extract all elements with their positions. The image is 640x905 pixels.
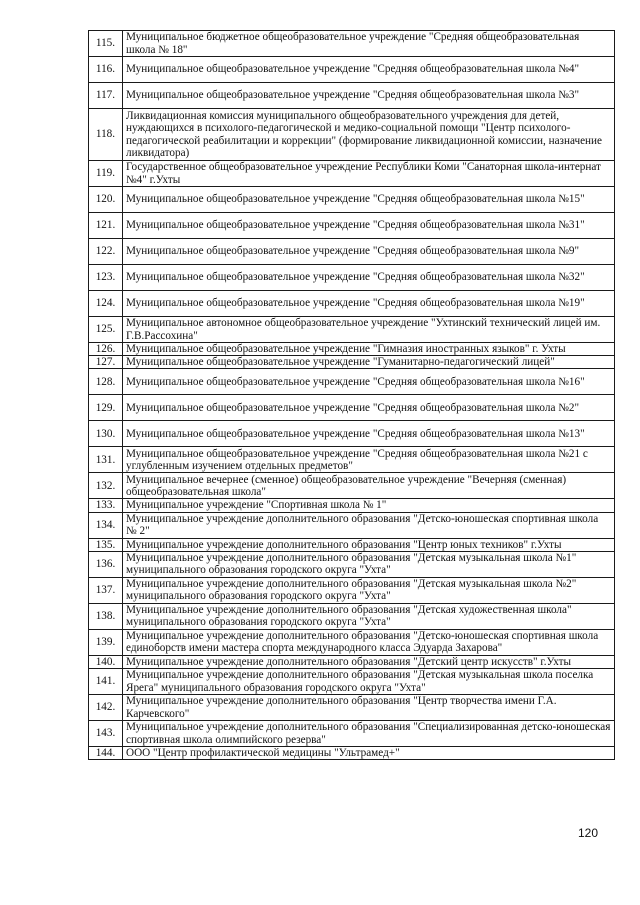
- row-number: 126.: [89, 343, 123, 356]
- organization-name: Муниципальное общеобразовательное учреждение "Средняя общеобразовательная школа №21 с углубленным изучением отдельных предметов": [123, 447, 615, 473]
- organization-name: Муниципальное учреждение дополнительного образования "Детско-юношеская спортивная школа единоборств имени мастера спорта международного класса Эдуарда Захарова": [123, 629, 615, 655]
- table-row: [89, 57, 615, 83]
- organization-name: Муниципальное общеобразовательное учреждение "Средняя общеобразовательная школа №32": [123, 265, 615, 291]
- row-number: 130.: [89, 421, 123, 447]
- row-number: 122.: [89, 239, 123, 265]
- organization-name: Муниципальное учреждение дополнительного образования "Детская художественная школа" муниципального образования городского округа "Ухта": [123, 603, 615, 629]
- table-row: [89, 213, 615, 239]
- row-number: 119.: [89, 161, 123, 187]
- table-row: [89, 603, 615, 629]
- row-number: 115.: [89, 31, 123, 57]
- table-row: [89, 109, 615, 161]
- row-number: 129.: [89, 395, 123, 421]
- row-number: 128.: [89, 369, 123, 395]
- table-row: [89, 187, 615, 213]
- organization-name: Государственное общеобразовательное учреждение Республики Коми "Санаторная школа-интернат №4" г.Ухты: [123, 161, 615, 187]
- organization-name: Муниципальное общеобразовательное учреждение "Средняя общеобразовательная школа №3": [123, 83, 615, 109]
- organization-name: Муниципальное бюджетное общеобразовательное учреждение "Средняя общеобразовательная школа № 18": [123, 31, 615, 57]
- row-number: 136.: [89, 551, 123, 577]
- row-number: 142.: [89, 695, 123, 721]
- row-number: 127.: [89, 356, 123, 369]
- organization-name: Муниципальное общеобразовательное учреждение "Средняя общеобразовательная школа №9": [123, 239, 615, 265]
- row-number: 140.: [89, 655, 123, 668]
- table-row: [89, 655, 615, 668]
- row-number: 132.: [89, 473, 123, 499]
- table-row: [89, 239, 615, 265]
- organization-name: Муниципальное учреждение дополнительного образования "Детская музыкальная школа поселка Ярега" муниципального образования городского округа "Ухта": [123, 669, 615, 695]
- row-number: 123.: [89, 265, 123, 291]
- table-row: [89, 721, 615, 747]
- table-row: [89, 291, 615, 317]
- row-number: 125.: [89, 317, 123, 343]
- table-row: [89, 265, 615, 291]
- organization-name: Муниципальное вечернее (сменное) общеобразовательное учреждение "Вечерняя (сменная) общеобразовательная школа": [123, 473, 615, 499]
- organization-name: Муниципальное учреждение дополнительного образования "Центр творчества имени Г.А. Карчевского": [123, 695, 615, 721]
- table-row: [89, 356, 615, 369]
- organization-name: Муниципальное общеобразовательное учреждение "Средняя общеобразовательная школа №15": [123, 187, 615, 213]
- organization-name: Ликвидационная комиссия муниципального общеобразовательного учреждения для детей, нуждающихся в психолого-педагогической и медико-социальной помощи "Центр психолого-педагогической реабилитации и коррекции" (формирование ликвидационной комиссии, назначение ликвидатора): [123, 109, 615, 161]
- organization-name: Муниципальное автономное общеобразовательное учреждение "Ухтинский технический лицей им. Г.В.Рассохина": [123, 317, 615, 343]
- organization-name: Муниципальное общеобразовательное учреждение "Средняя общеобразовательная школа №13": [123, 421, 615, 447]
- table-row: [89, 317, 615, 343]
- row-number: 118.: [89, 109, 123, 161]
- organization-name: Муниципальное общеобразовательное учреждение "Средняя общеобразовательная школа №16": [123, 369, 615, 395]
- row-number: 141.: [89, 669, 123, 695]
- table-row: [89, 512, 615, 538]
- table-row: [89, 695, 615, 721]
- organization-name: Муниципальное учреждение дополнительного образования "Детский центр искусств" г.Ухты: [123, 655, 615, 668]
- row-number: 133.: [89, 499, 123, 512]
- organization-name: Муниципальное учреждение дополнительного образования "Детская музыкальная школа №1" муниципального образования городского округа "Ухта": [123, 551, 615, 577]
- row-number: 117.: [89, 83, 123, 109]
- table-row: [89, 421, 615, 447]
- organization-name: ООО "Центр профилактической медицины "Ультрамед+": [123, 747, 615, 760]
- row-number: 120.: [89, 187, 123, 213]
- row-number: 121.: [89, 213, 123, 239]
- table-row: [89, 669, 615, 695]
- organization-name: Муниципальное общеобразовательное учреждение "Средняя общеобразовательная школа №31": [123, 213, 615, 239]
- table-row: [89, 551, 615, 577]
- organizations-table-body: [89, 31, 615, 760]
- table-row: [89, 577, 615, 603]
- organization-name: Муниципальное общеобразовательное учреждение "Средняя общеобразовательная школа №19": [123, 291, 615, 317]
- organizations-table: [88, 30, 615, 760]
- organization-name: Муниципальное учреждение дополнительного образования "Специализированная детско-юношеская спортивная школа олимпийского резерва": [123, 721, 615, 747]
- row-number: 137.: [89, 577, 123, 603]
- row-number: 124.: [89, 291, 123, 317]
- table-row: [89, 538, 615, 551]
- organization-name: Муниципальное учреждение "Спортивная школа № 1": [123, 499, 615, 512]
- table-row: [89, 447, 615, 473]
- table-row: [89, 629, 615, 655]
- row-number: 143.: [89, 721, 123, 747]
- table-row: [89, 499, 615, 512]
- table-row: [89, 473, 615, 499]
- table-row: [89, 343, 615, 356]
- row-number: 138.: [89, 603, 123, 629]
- organization-name: Муниципальное общеобразовательное учреждение "Гуманитарно-педагогический лицей": [123, 356, 615, 369]
- table-row: [89, 369, 615, 395]
- organization-name: Муниципальное учреждение дополнительного образования "Детская музыкальная школа №2" муниципального образования городского округа "Ухта": [123, 577, 615, 603]
- table-row: [89, 747, 615, 760]
- organization-name: Муниципальное общеобразовательное учреждение "Гимназия иностранных языков" г. Ухты: [123, 343, 615, 356]
- row-number: 139.: [89, 629, 123, 655]
- organization-name: Муниципальное учреждение дополнительного образования "Центр юных техников" г.Ухты: [123, 538, 615, 551]
- table-row: [89, 83, 615, 109]
- table-row: [89, 31, 615, 57]
- page-number: 120: [578, 826, 599, 840]
- organization-name: Муниципальное учреждение дополнительного образования "Детско-юношеская спортивная школа № 2": [123, 512, 615, 538]
- row-number: 134.: [89, 512, 123, 538]
- organization-name: Муниципальное общеобразовательное учреждение "Средняя общеобразовательная школа №4": [123, 57, 615, 83]
- table-row: [89, 161, 615, 187]
- table-row: [89, 395, 615, 421]
- organization-name: Муниципальное общеобразовательное учреждение "Средняя общеобразовательная школа №2": [123, 395, 615, 421]
- row-number: 116.: [89, 57, 123, 83]
- row-number: 131.: [89, 447, 123, 473]
- row-number: 135.: [89, 538, 123, 551]
- row-number: 144.: [89, 747, 123, 760]
